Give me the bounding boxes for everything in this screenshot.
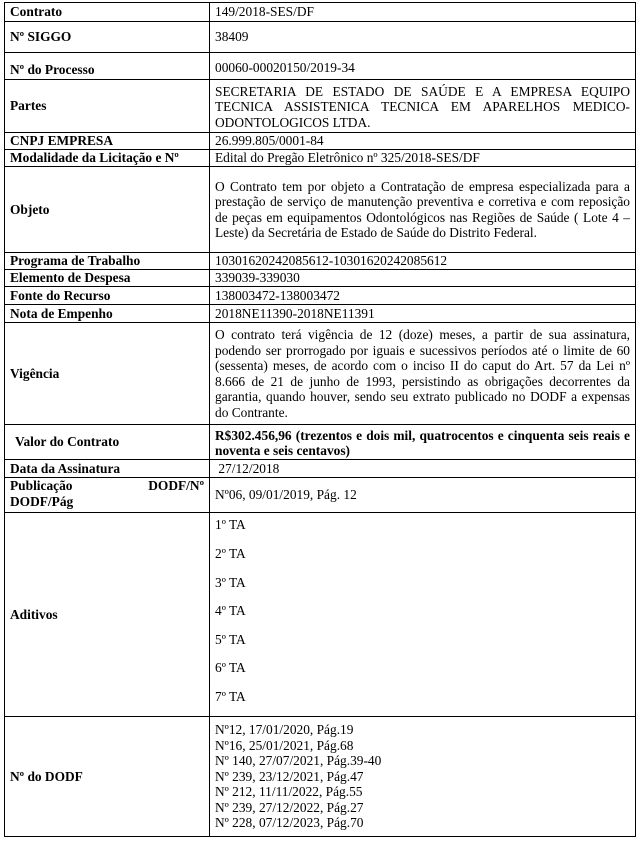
row-aditivos bbox=[5, 513, 636, 717]
aditivo-item: 4º TA bbox=[215, 603, 246, 619]
publicacao-label-line2: DODF/Pág bbox=[10, 493, 74, 509]
dodf-item: Nº16, 25/01/2021, Pág.68 bbox=[215, 737, 354, 753]
value-vigencia: O contrato terá vigência de 12 (doze) meses, a partir de sua assinatura, podendo ser prorrogado por iguais e sucessivos períodos até o limite de 60 (sessenta) meses, de acordo com o inciso II do caput do Art. 57 da Lei nº 8.666 de 21 de junho de 1993, persistindo as obrigações decorrentes da garantia, quando houver, sendo seu extrato publicado no DODF a expensas do Contrante. bbox=[210, 323, 636, 425]
label-dodf: Nº do DODF bbox=[5, 717, 210, 837]
label-siggo: Nº SIGGO bbox=[5, 22, 210, 53]
value-dodf bbox=[210, 717, 636, 837]
label-processo: Nº do Processo bbox=[5, 53, 210, 80]
row-processo bbox=[5, 53, 636, 80]
row-objeto bbox=[5, 167, 636, 253]
label-empenho: Nota de Empenho bbox=[5, 305, 210, 323]
row-dodf bbox=[5, 717, 636, 837]
value-contrato: 149/2018-SES/DF bbox=[210, 3, 636, 22]
publicacao-label-left: Publicação bbox=[10, 478, 73, 493]
aditivo-item: 1º TA bbox=[215, 517, 246, 533]
label-contrato: Contrato bbox=[5, 3, 210, 22]
aditivo-item: 6º TA bbox=[215, 660, 246, 676]
value-empenho: 2018NE11390-2018NE11391 bbox=[210, 305, 636, 323]
value-processo: 00060-00020150/2019-34 bbox=[210, 53, 636, 80]
row-contrato bbox=[5, 3, 636, 22]
label-valor: Valor do Contrato bbox=[5, 425, 210, 460]
row-valor bbox=[5, 425, 636, 460]
row-publicacao bbox=[5, 478, 636, 513]
publicacao-label-right: DODF/Nº bbox=[148, 478, 204, 493]
label-elemento: Elemento de Despesa bbox=[5, 270, 210, 287]
value-valor: R$302.456,96 (trezentos e dois mil, quatrocentos e cinquenta seis reais e noventa e seis centavos) bbox=[210, 425, 636, 460]
value-partes: SECRETARIA DE ESTADO DE SAÚDE E A EMPRESA EQUIPO TECNICA ASSISTENICA TECNICA EM APARELHOS MEDICO-ODONTOLOGICOS LTDA. bbox=[210, 80, 636, 133]
aditivo-item: 3º TA bbox=[215, 574, 246, 590]
row-partes bbox=[5, 80, 636, 133]
row-fonte bbox=[5, 287, 636, 305]
value-siggo: 38409 bbox=[210, 22, 636, 53]
value-programa: 10301620242085612-10301620242085612 bbox=[210, 253, 636, 270]
row-assinatura bbox=[5, 460, 636, 478]
value-objeto: O Contrato tem por objeto a Contratação de empresa especializada para a prestação de serviço de manutenção preventiva e corretiva e com reposição de peças em equipamentos Odontológicos nas Regiões de Saúde ( Lote 4 – Leste) da Secretária de Estado de Saúde do Distrito Federal. bbox=[210, 167, 636, 253]
row-vigencia bbox=[5, 323, 636, 425]
label-programa: Programa de Trabalho bbox=[5, 253, 210, 270]
label-vigencia: Vigência bbox=[5, 323, 210, 425]
row-cnpj bbox=[5, 133, 636, 150]
value-fonte: 138003472-138003472 bbox=[210, 287, 636, 305]
row-empenho bbox=[5, 305, 636, 323]
dodf-item: Nº 140, 27/07/2021, Pág.39-40 bbox=[215, 753, 382, 769]
value-modalidade: Edital do Pregão Eletrônico nº 325/2018-SES/DF bbox=[210, 150, 636, 167]
label-aditivos: Aditivos bbox=[5, 513, 210, 717]
dodf-item: Nº12, 17/01/2020, Pág.19 bbox=[215, 722, 354, 738]
label-modalidade: Modalidade da Licitação e Nº bbox=[5, 150, 210, 167]
dodf-item: Nº 212, 11/11/2022, Pág.55 bbox=[215, 784, 363, 800]
label-partes: Partes bbox=[5, 80, 210, 133]
aditivo-item: 2º TA bbox=[215, 546, 246, 562]
label-cnpj: CNPJ EMPRESA bbox=[5, 133, 210, 150]
value-elemento: 339039-339030 bbox=[210, 270, 636, 287]
row-modalidade bbox=[5, 150, 636, 167]
aditivo-item: 7º TA bbox=[215, 688, 246, 704]
row-siggo bbox=[5, 22, 636, 53]
aditivo-item: 5º TA bbox=[215, 631, 246, 647]
row-programa bbox=[5, 253, 636, 270]
label-assinatura: Data da Assinatura bbox=[5, 460, 210, 478]
dodf-item: Nº 239, 27/12/2022, Pág.27 bbox=[215, 799, 364, 815]
publicacao-label-line1 bbox=[10, 478, 204, 494]
label-publicacao bbox=[5, 478, 210, 513]
value-publicacao: Nº06, 09/01/2019, Pág. 12 bbox=[210, 478, 636, 513]
label-fonte: Fonte do Recurso bbox=[5, 287, 210, 305]
dodf-item: Nº 228, 07/12/2023, Pág.70 bbox=[215, 815, 364, 831]
row-elemento bbox=[5, 270, 636, 287]
value-assinatura: 27/12/2018 bbox=[210, 460, 636, 478]
label-objeto: Objeto bbox=[5, 167, 210, 253]
value-cnpj: 26.999.805/0001-84 bbox=[210, 133, 636, 150]
contract-table bbox=[4, 2, 636, 837]
dodf-item: Nº 239, 23/12/2021, Pág.47 bbox=[215, 768, 364, 784]
value-aditivos bbox=[210, 513, 636, 717]
